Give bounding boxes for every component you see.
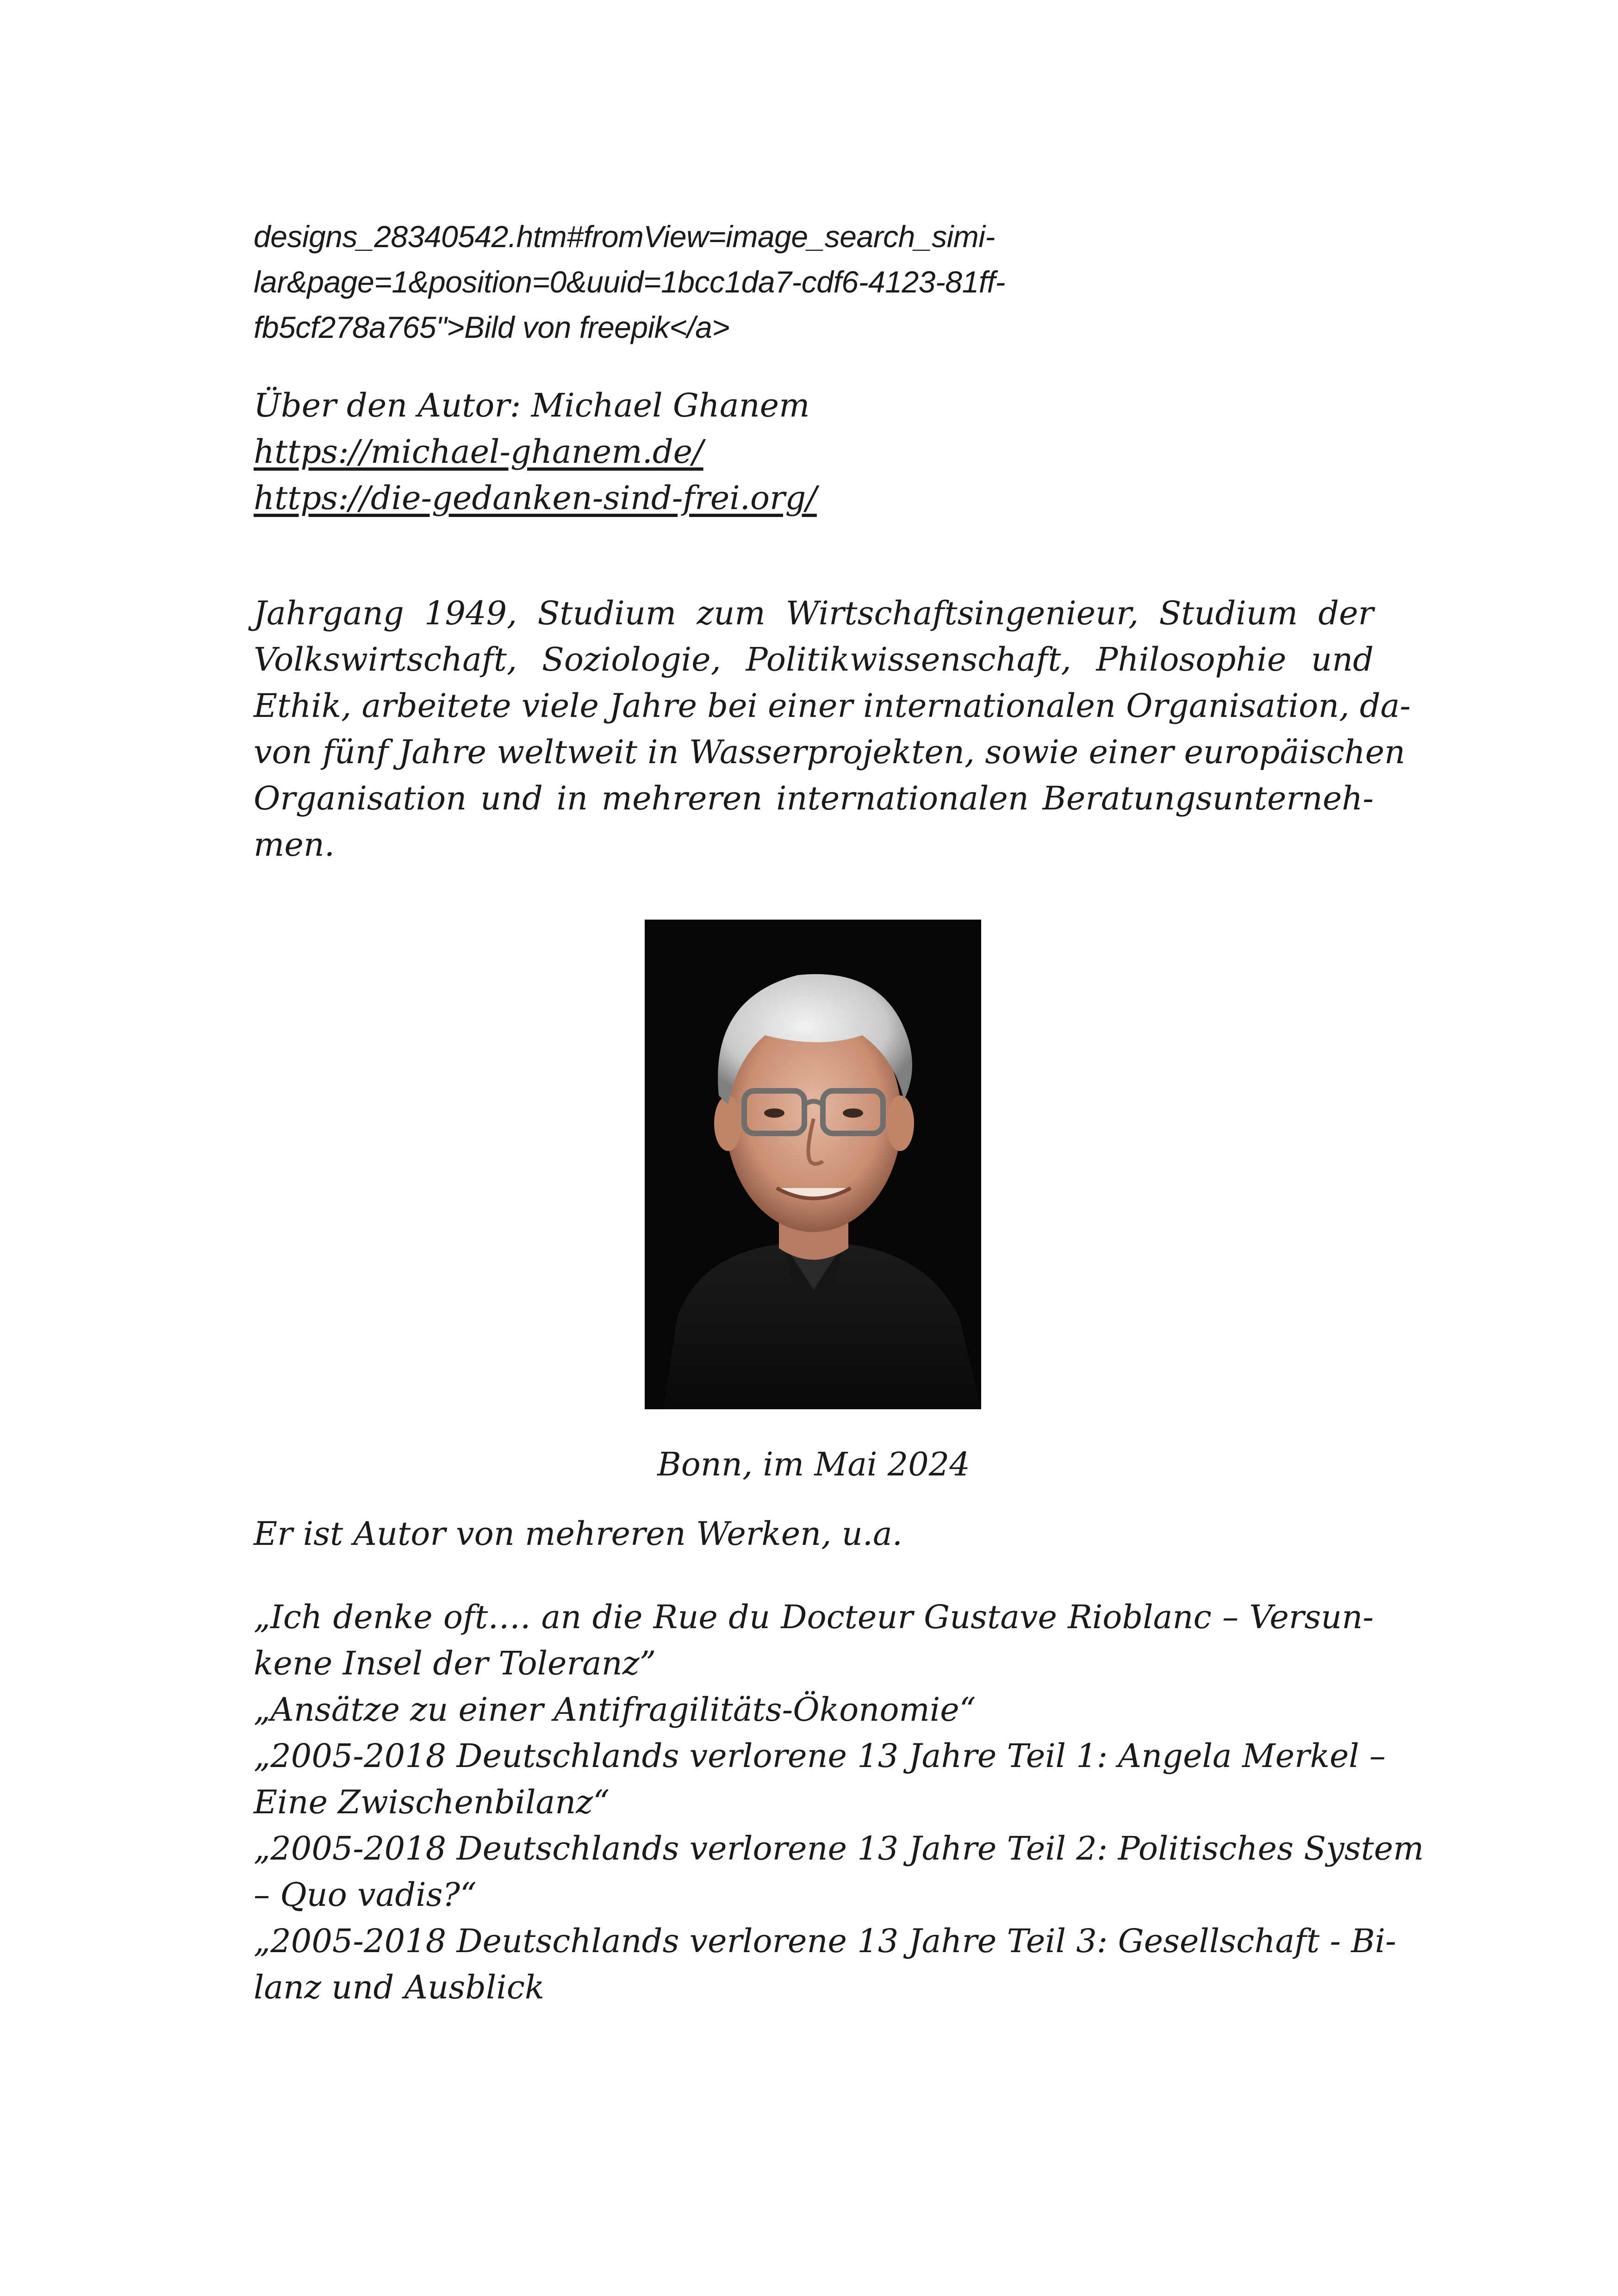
bio-line: Ethik, arbeitete viele Jahre bei einer internationalen Organisation, da- (254, 687, 1411, 725)
author-biography (254, 590, 1411, 868)
bio-line: Volkswirtschaft, Soziologie, Politikwissenschaft, Philosophie und (254, 641, 1374, 678)
blog-website-link[interactable]: https://die-gedanken-sind-frei.org/ (254, 479, 817, 517)
place-date (254, 1441, 1374, 1487)
bio-line: Organisation und in mehreren internationalen Beratungsunterneh- (254, 779, 1374, 817)
place-date-text: Bonn, im Mai 2024 (657, 1445, 970, 1483)
work-title-line: „Ansätze zu einer Antifragilitäts-Ökonomie“ (254, 1691, 976, 1729)
credit-line: designs_28340542.htm#fromView=image_search_simi- (254, 219, 995, 254)
bio-line: Jahrgang 1949, Studium zum Wirtschaftsingenieur, Studium der (254, 594, 1374, 632)
author-heading: Über den Autor: Michael Ghanem (254, 386, 810, 424)
author-section (254, 382, 1374, 521)
author-photo (645, 920, 981, 1409)
work-title-line: – Quo vadis?“ (254, 1876, 477, 1914)
work-title-line: „2005-2018 Deutschlands verlorene 13 Jahre Teil 1: Angela Merkel – (254, 1737, 1386, 1775)
work-title-line: lanz und Ausblick (254, 1968, 545, 2006)
author-website-link[interactable]: https://michael-ghanem.de/ (254, 433, 703, 471)
bio-line: men. (254, 826, 335, 864)
work-title-line: „2005-2018 Deutschlands verlorene 13 Jahre Teil 3: Gesellschaft - Bi- (254, 1922, 1396, 1960)
credit-line: fb5cf278a765">Bild von freepik</a> (254, 310, 730, 344)
image-credit (254, 214, 1374, 350)
bio-line: von fünf Jahre weltweit in Wasserprojekten, sowie einer europäischen (254, 733, 1406, 771)
work-title-line: „2005-2018 Deutschlands verlorene 13 Jahre Teil 2: Politisches System (254, 1829, 1424, 1867)
work-title-line: Eine Zwischenbilanz“ (254, 1783, 610, 1821)
works-intro-text: Er ist Autor von mehreren Werken, u.a. (254, 1515, 903, 1553)
credit-line: lar&page=1&position=0&uuid=1bcc1da7-cdf6-4123-81ff- (254, 265, 1005, 299)
work-title-line: kene Insel der Toleranz” (254, 1644, 656, 1682)
work-title-line: „Ich denke oft…. an die Rue du Docteur Gustave Rioblanc – Versun- (254, 1598, 1374, 1636)
works-intro (254, 1511, 1374, 1557)
works-list (254, 1594, 1424, 2010)
